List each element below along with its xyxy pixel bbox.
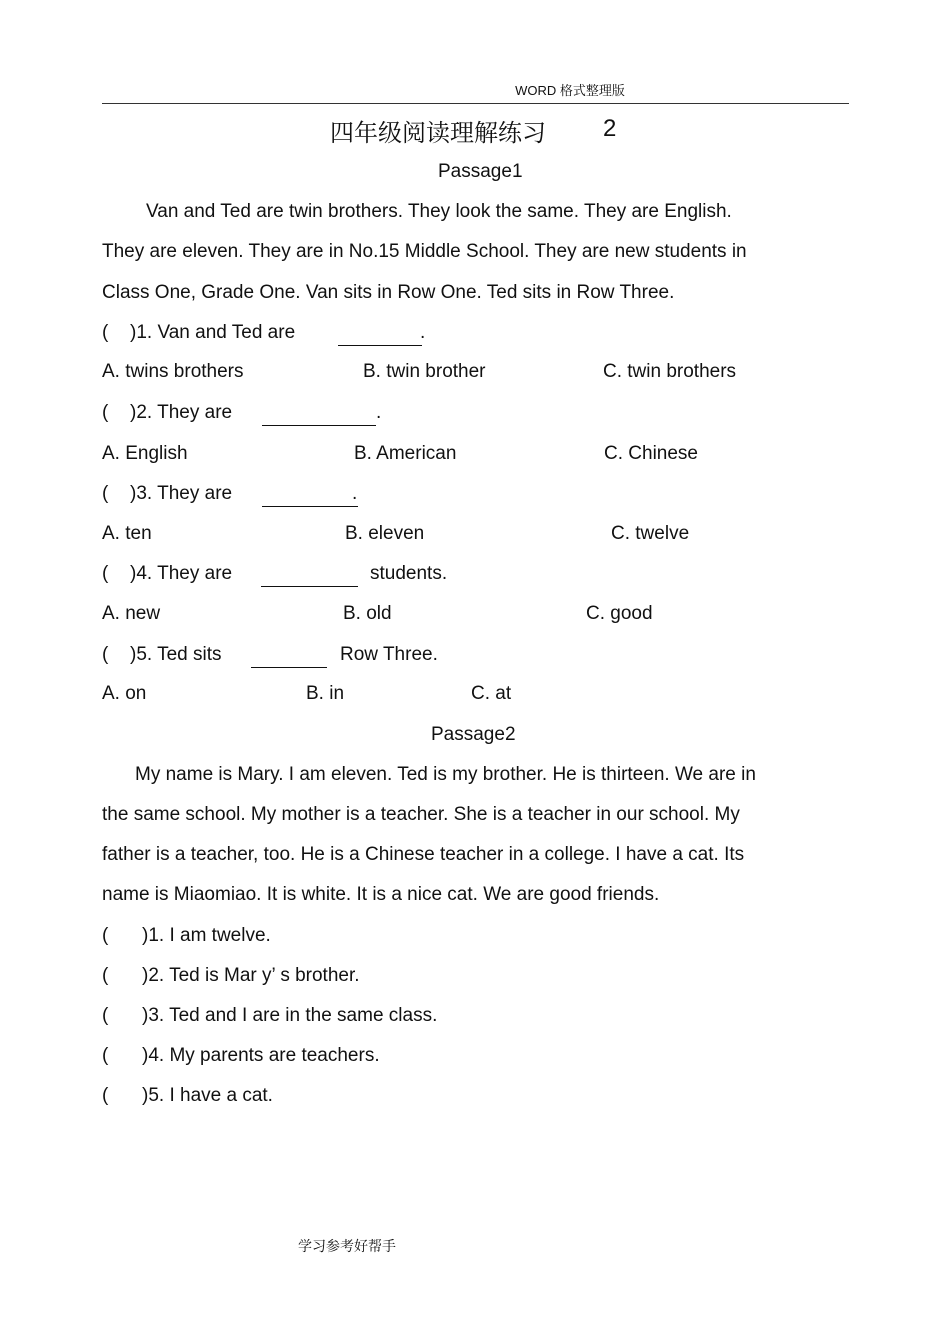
question-5-blank	[251, 649, 327, 668]
question-2-option-a: A. English	[102, 443, 188, 464]
question-2-paren: (	[102, 402, 109, 423]
question-1-blank	[338, 327, 422, 346]
question-4-end: students.	[370, 563, 448, 584]
statement-3-paren: (	[102, 1005, 109, 1026]
question-4-blank	[261, 568, 358, 587]
passage1-line-3: Class One, Grade One. Van sits in Row One. Ted sits in Row Three.	[102, 282, 675, 303]
passage1-heading: Passage1	[438, 161, 523, 182]
question-1-option-c: C. twin brothers	[603, 361, 737, 382]
statement-2-paren: (	[102, 965, 109, 986]
passage2-line-3: father is a teacher, too. He is a Chinese teacher in a college. I have a cat. Its	[102, 844, 745, 865]
question-4-option-a: A. new	[102, 603, 161, 624]
question-3-option-a: A. ten	[102, 523, 152, 544]
question-3-option-b: B. eleven	[345, 523, 425, 544]
question-5-option-c: C. at	[471, 683, 512, 704]
question-3-option-c: C. twelve	[611, 523, 690, 544]
passage2-line-1: My name is Mary. I am eleven. Ted is my brother. He is thirteen. We are in	[135, 764, 756, 785]
question-5-text: )5. Ted sits	[130, 644, 222, 665]
page-title-number: 2	[603, 115, 617, 142]
question-4-paren: (	[102, 563, 109, 584]
question-5-paren: (	[102, 644, 109, 665]
statement-3-text: )3. Ted and I are in the same class.	[142, 1005, 438, 1026]
passage2-heading: Passage2	[431, 724, 516, 745]
question-4-text: )4. They are	[130, 563, 233, 584]
question-1-option-b: B. twin brother	[363, 361, 486, 382]
question-2-blank	[262, 407, 376, 426]
passage1-line-2: They are eleven. They are in No.15 Middle School. They are new students in	[102, 241, 747, 262]
question-1-end: .	[420, 322, 426, 343]
question-4-option-c: C. good	[586, 603, 653, 624]
page-header: WORD 格式整理版	[515, 83, 625, 98]
question-2-text: )2. They are	[130, 402, 233, 423]
page-footer: 学习参考好帮手	[298, 1239, 396, 1255]
statement-1-text: )1. I am twelve.	[142, 925, 271, 946]
statement-4-text: )4. My parents are teachers.	[142, 1045, 380, 1066]
question-2-end: .	[376, 402, 382, 423]
statement-4-paren: (	[102, 1045, 109, 1066]
passage2-line-2: the same school. My mother is a teacher. She is a teacher in our school. My	[102, 804, 740, 825]
question-3-blank	[262, 488, 358, 507]
question-2-option-b: B. American	[354, 443, 457, 464]
question-1-text: )1. Van and Ted are	[130, 322, 296, 343]
statement-5-paren: (	[102, 1085, 109, 1106]
question-5-end: Row Three.	[340, 644, 438, 665]
question-5-option-b: B. in	[306, 683, 345, 704]
question-3-paren: (	[102, 483, 109, 504]
question-1-paren: (	[102, 322, 109, 343]
question-1-option-a: A. twins brothers	[102, 361, 244, 382]
passage1-line-1: Van and Ted are twin brothers. They look the same. They are English.	[146, 201, 732, 222]
statement-1-paren: (	[102, 925, 109, 946]
question-3-end: .	[352, 483, 358, 504]
statement-5-text: )5. I have a cat.	[142, 1085, 273, 1106]
statement-2-text: )2. Ted is Mar y’ s brother.	[142, 965, 360, 986]
question-2-option-c: C. Chinese	[604, 443, 698, 464]
question-5-option-a: A. on	[102, 683, 147, 704]
question-3-text: )3. They are	[130, 483, 233, 504]
passage2-line-4: name is Miaomiao. It is white. It is a nice cat. We are good friends.	[102, 884, 660, 905]
question-4-option-b: B. old	[343, 603, 392, 624]
page-title: 四年级阅读理解练习	[330, 119, 546, 147]
header-divider	[102, 103, 849, 104]
